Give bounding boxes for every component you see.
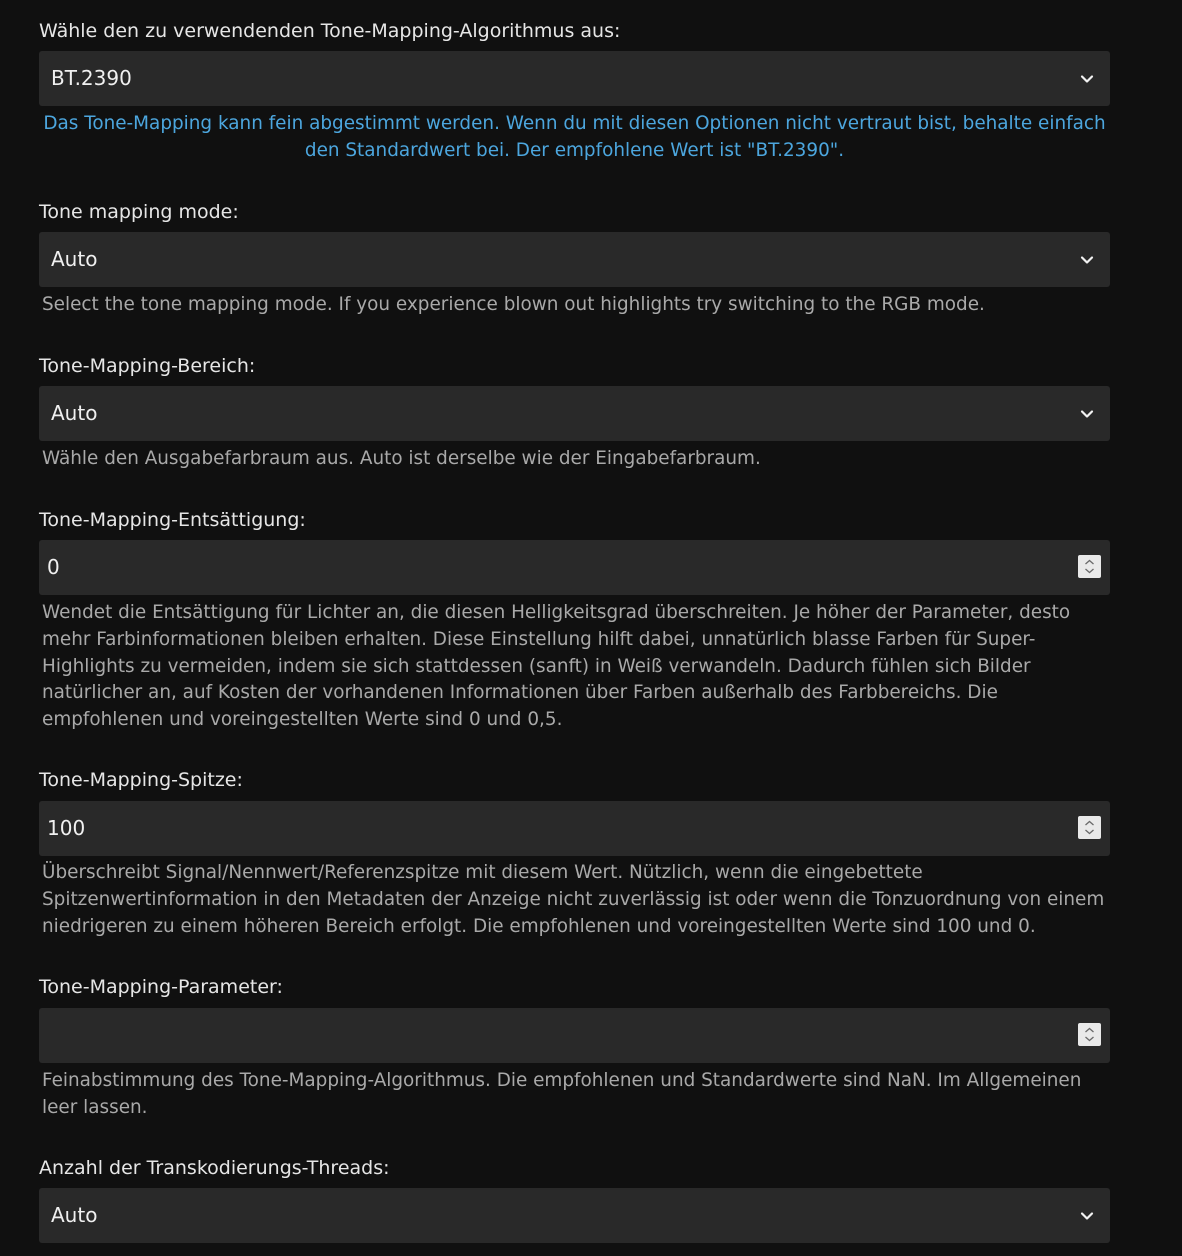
mode-select[interactable] [39,232,1110,287]
threads-select-value: Auto [51,1203,98,1227]
peak-help: Überschreibt Signal/Nennwert/Referenzspitze mit diesem Wert. Nützlich, wenn die eingebettete Spitzenwertinformation in den Metadaten der Anzeige nicht zuverlässig ist oder wenn die Tonzuordnung von einem niedrigeren zu einem höheren Bereich erfolgt. Die empfohlenen und voreingestellten Werte sind 100 und 0. [42,862,1105,937]
range-label: Tone-Mapping-Bereich: [39,355,256,377]
threads-label: Anzahl der Transkodierungs-Threads: [39,1157,390,1179]
algorithm-select[interactable] [39,51,1110,106]
algorithm-help: Das Tone-Mapping kann fein abgestimmt werden. Wenn du mit diesen Optionen nicht vertraut bist, behalte einfach den Standardwert bei. Der empfohlene Wert ist "BT.2390". [43,113,1106,161]
mode-select-value: Auto [51,247,98,271]
spinner-icon[interactable] [1078,816,1101,839]
range-select[interactable] [39,386,1110,441]
range-select-value: Auto [51,401,98,425]
chevron-down-icon [1080,72,1094,86]
mode-help: Select the tone mapping mode. If you experience blown out highlights try switching to the RGB mode. [42,294,985,315]
peak-input[interactable] [39,801,1110,856]
mode-label: Tone mapping mode: [39,201,239,223]
desaturation-label: Tone-Mapping-Entsättigung: [39,509,306,531]
peak-input-value: 100 [47,816,86,840]
desaturation-input-value: 0 [47,555,60,579]
range-help: Wähle den Ausgabefarbraum aus. Auto ist derselbe wie der Eingabefarbraum. [42,448,761,469]
peak-label: Tone-Mapping-Spitze: [39,769,243,791]
desaturation-help: Wendet die Entsättigung für Lichter an, die diesen Helligkeitsgrad überschreiten. Je höher der Parameter, desto mehr Farbinformationen bleiben erhalten. Diese Einstellung hilft dabei, unnatürlich blasse Farben für Super-Highlights zu vermeiden, indem sie sich stattdessen (sanft) in Weiß verwandeln. Dadurch fühlen sich Bilder natürlicher an, auf Kosten der vorhandenen Informationen über Farben außerhalb des Farbbereichs. Die empfohlenen und voreingestellten Werte sind 0 und 0,5. [42,602,1071,731]
algorithm-select-value: BT.2390 [51,66,132,90]
chevron-down-icon [1080,407,1094,421]
chevron-down-icon [1080,1209,1094,1223]
param-help: Feinabstimmung des Tone-Mapping-Algorithmus. Die empfohlenen und Standardwerte sind NaN. Im Allgemeinen leer lassen. [42,1070,1082,1118]
algorithm-label: Wähle den zu verwendenden Tone-Mapping-Algorithmus aus: [39,20,621,42]
spinner-icon[interactable] [1078,1023,1101,1046]
spinner-icon[interactable] [1078,555,1101,578]
param-label: Tone-Mapping-Parameter: [39,976,283,998]
threads-select[interactable] [39,1188,1110,1243]
desaturation-input[interactable] [39,540,1110,595]
param-input[interactable] [39,1008,1110,1063]
chevron-down-icon [1080,253,1094,267]
